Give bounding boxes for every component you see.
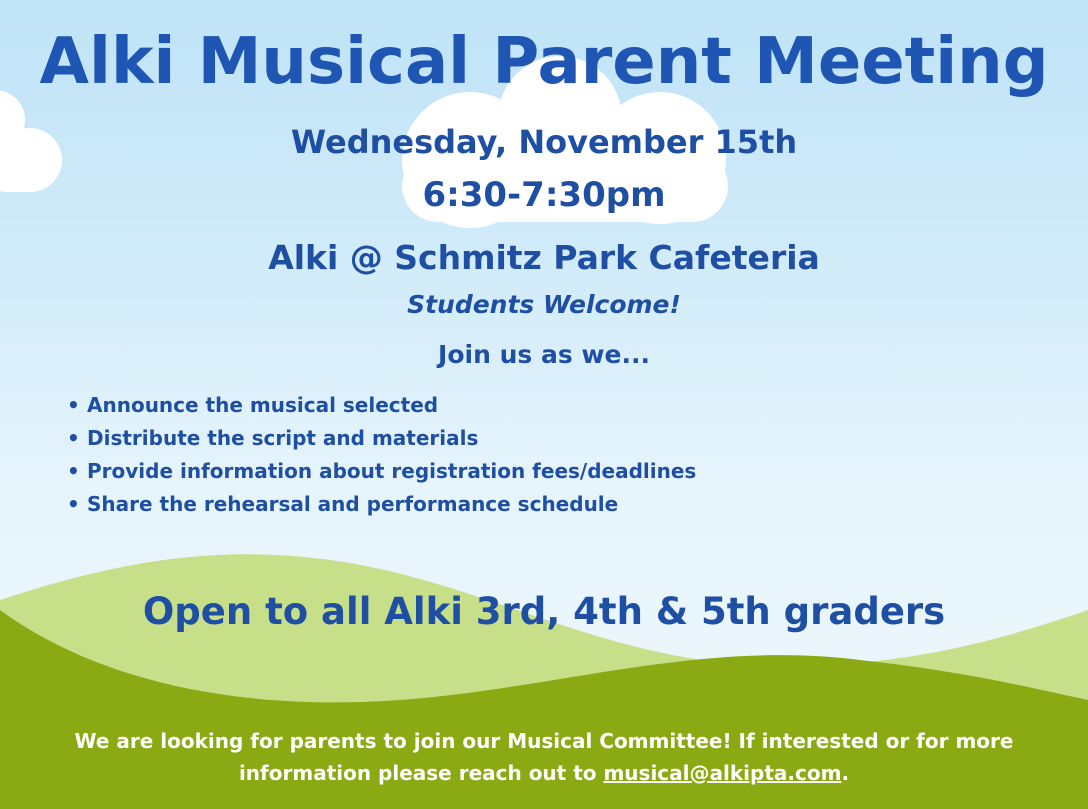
eligibility-note: Open to all Alki 3rd, 4th & 5th graders	[142, 590, 946, 633]
agenda-item	[67, 455, 696, 488]
contact-email-link[interactable]: musical@alkipta.com	[603, 761, 842, 785]
agenda-item	[67, 389, 696, 422]
agenda-item	[67, 488, 696, 521]
page-title: Alki Musical Parent Meeting	[39, 25, 1049, 99]
invitation-line-2-suffix: .	[841, 761, 850, 785]
bullet-icon: •	[67, 393, 80, 417]
bullet-icon: •	[67, 492, 80, 516]
agenda-item	[67, 422, 696, 455]
bullet-icon: •	[67, 426, 80, 450]
agenda-list	[67, 389, 696, 521]
event-time: 6:30-7:30pm	[422, 175, 666, 215]
invitation-line-1: We are looking for parents to join our Musical Committee! If interested or for more	[74, 729, 1014, 753]
agenda-item-text: Provide information about registration fees/deadlines	[87, 459, 697, 483]
invitation-line-2-prefix: information please reach out to	[238, 761, 604, 785]
committee-invitation	[60, 725, 1028, 789]
bullet-icon: •	[67, 459, 80, 483]
event-date: Wednesday, November 15th	[290, 123, 798, 161]
agenda-item-text: Share the rehearsal and performance schedule	[87, 492, 619, 516]
join-intro: Join us as we...	[438, 340, 650, 369]
agenda-item-text: Announce the musical selected	[87, 393, 439, 417]
students-welcome-note: Students Welcome!	[407, 290, 681, 319]
event-location: Alki @ Schmitz Park Cafeteria	[268, 238, 820, 277]
agenda-item-text: Distribute the script and materials	[87, 426, 479, 450]
